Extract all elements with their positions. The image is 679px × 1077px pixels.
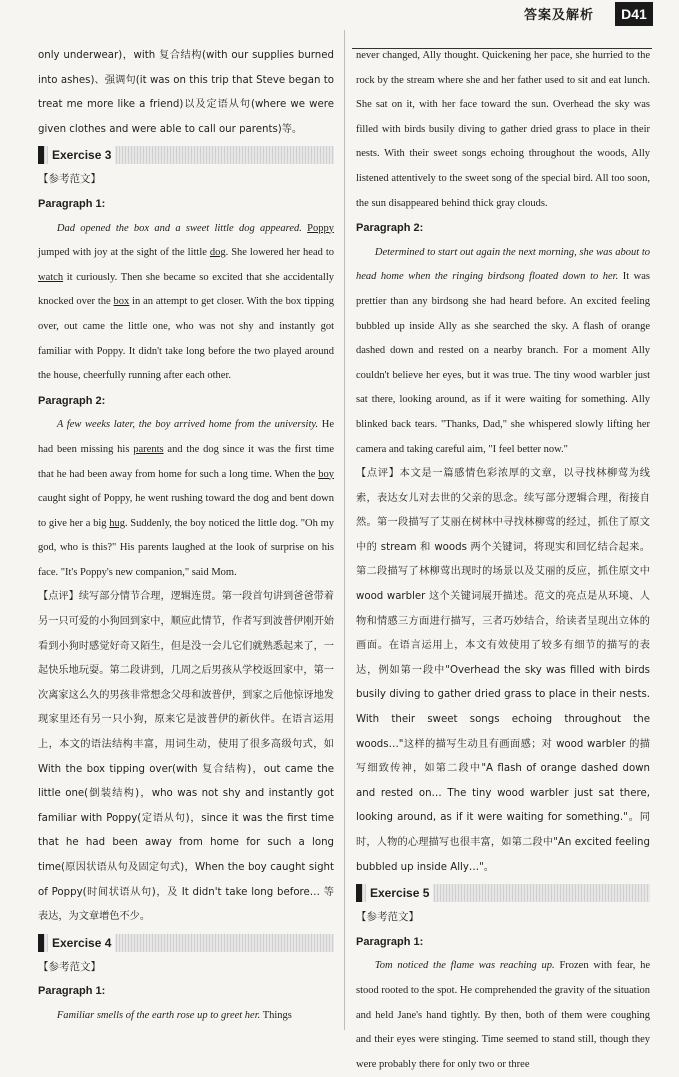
- paragraph-body: Tom noticed the flame was reaching up. Frozen with fear, he stood rooted to the spot. He comprehended the gravity of the situation and held Jane's hand tightly. By then, both of them were coughing and their eyes were stinging. Time seemed to stand still, though they were probably there for only two or three: [356, 960, 650, 1070]
- paragraph-body: A few weeks later, the boy arrived home from the university. He had been missing his parents and the dog since it was the first time that he had been away from home for such a long time. When the boy caught sight of Poppy, he went rushing toward the dog and bent down to give her a big hug. Suddenly, the boy noticed the little dog. "Oh my god, who is this?" His parents laughed at the look of surprise on his face. "It's Poppy's new companion," said Mom.: [38, 419, 334, 578]
- paragraph-label: Paragraph 1:: [356, 935, 424, 948]
- paragraph-body: Determined to start out again the next morning, she was about to head home when the ringing birdsong floated down to her. It was prettier than any birdsong she had heard before. An excited feeling bubbled up inside Ally as she searched the sky. A flash of orange dashed down and rested on a nearby branch. For a moment Ally couldn't believe her eyes, but it was true. The tiny wood warbler just sat there, looking around, as if it were waiting for something. Ally blinked back tears. "Thanks, Dad," she whispered slowly lifting her camera and taking careful aim, "I feel better now.": [356, 246, 650, 455]
- paragraph-label: Paragraph 1:: [38, 197, 106, 210]
- paragraph-label: Paragraph 2:: [38, 394, 106, 407]
- exercise-3-header: [38, 146, 334, 164]
- exercise-3-title: Exercise 3: [48, 146, 115, 164]
- continued-review: only underwear)，with 复合结构(with our supplies burned into ashes)、强调句(it was on this trip that Steve began to treat me more like a friend)以及定语从句(where we were given clothes and were able to call our parents)等。: [38, 50, 334, 135]
- paragraph-body: Dad opened the box and a sweet little dog appeared. Poppy jumped with joy at the sight of the little dog. She lowered her head to watch it curiously. Then she became so excited that she accidentally knocked over the box in an attempt to get closer. With the box tipping over, out came the little one, who was not shy and instantly got familiar with Poppy. It didn't take long before the two played around the house, cheerfully running after each other.: [38, 222, 334, 382]
- exercise-4-title: Exercise 4: [48, 934, 115, 952]
- review-comment: 【点评】本文是一篇感情色彩浓厚的文章，以寻找林柳莺为线索，表达女儿对去世的父亲的思念。续写部分逻辑合理，衔接自然。第一段描写了艾丽在树林中寻找林柳莺的经过，抓住了原文中的 stream 和 woods 两个关键词，将现实和回忆结合起来。第二段描写了林柳莺出现时的场景以及艾丽的反应，抓住原文中 wood warbler 这个关键词展开描述。范文的亮点是从环境、人物和情感三方面进行描写，三者巧妙结合，给读者呈现出立体的画面。在语言运用上，本文有效使用了较多有细节的描写的表达，例如第一段中"Overhead the sky was filled with birds busily diving to gather dried grass to place in their nests. With their sweet songs echoing throughout the woods…"这样的描写生动且有画面感；对 wood warbler 的描写细致传神，如第二段中"A flash of orange dashed down and rested on… The tiny wood warbler just sat there, looking around, as if it were waiting for something."。同时，人物的心理描写也很丰富，如第二段中"An excited feeling bubbled up inside Ally…"。: [356, 468, 650, 873]
- reference-tag: 【参考范文】: [38, 960, 101, 973]
- reference-tag: 【参考范文】: [38, 173, 101, 186]
- exercise-5-title: Exercise 5: [366, 884, 433, 902]
- reference-tag: 【参考范文】: [356, 911, 419, 924]
- paragraph-body: Familiar smells of the earth rose up to greet her. Things: [56, 1009, 292, 1021]
- page-number-badge: D41: [615, 2, 653, 26]
- exercise-4-header: [38, 934, 334, 952]
- header-title: 答案及解析: [524, 8, 595, 23]
- right-column: [356, 44, 650, 1077]
- paragraph-label: Paragraph 2:: [356, 222, 424, 235]
- page-header: [352, 0, 679, 42]
- paragraph-body: never changed, Ally thought. Quickening her pace, she hurried to the rock by the stream where she and her father used to sit and eat lunch. She sat on it, with her face toward the sun. Overhead the sky was filled with birds busily diving to gather dried grass to place in their nests. With their sweet songs echoing throughout the woods, Ally listened attentively to the sweet song of the special bird. All too soon, the sun disappeared behind thick gray clouds.: [356, 50, 650, 209]
- column-divider: [344, 30, 345, 1030]
- paragraph-label: Paragraph 1:: [38, 985, 106, 998]
- review-comment: 【点评】续写部分情节合理，逻辑连贯。第一段首句讲到爸爸带着另一只可爱的小狗回到家中，顺应此情节，作者写到波普伊刚开始看到小狗时感觉好奇又陌生，但是没一会儿它们就熟悉起来了，一起快乐地玩耍。第二段讲到，几周之后男孩从学校返回家中，第一次离家这么久的男孩非常想念父母和波普伊，到家之后他惊讶地发现家里还有另一只小狗，原来它是波普伊的新伙伴。在语言运用上，本文的语法结构丰富，用词生动，使用了很多高级句式，如 With the box tipping over(with 复合结构)，out came the little one(倒装结构)，who was not shy and instantly got familiar with Poppy(定语从句)，since it was the first time that he had been away from home for such a long time(原因状语从句及固定句式)，When the boy caught sight of Poppy(时间状语从句)，及 It didn't take long before… 等表达，为文章增色不少。: [38, 591, 334, 923]
- left-column: [38, 44, 334, 1029]
- exercise-5-header: [356, 884, 650, 902]
